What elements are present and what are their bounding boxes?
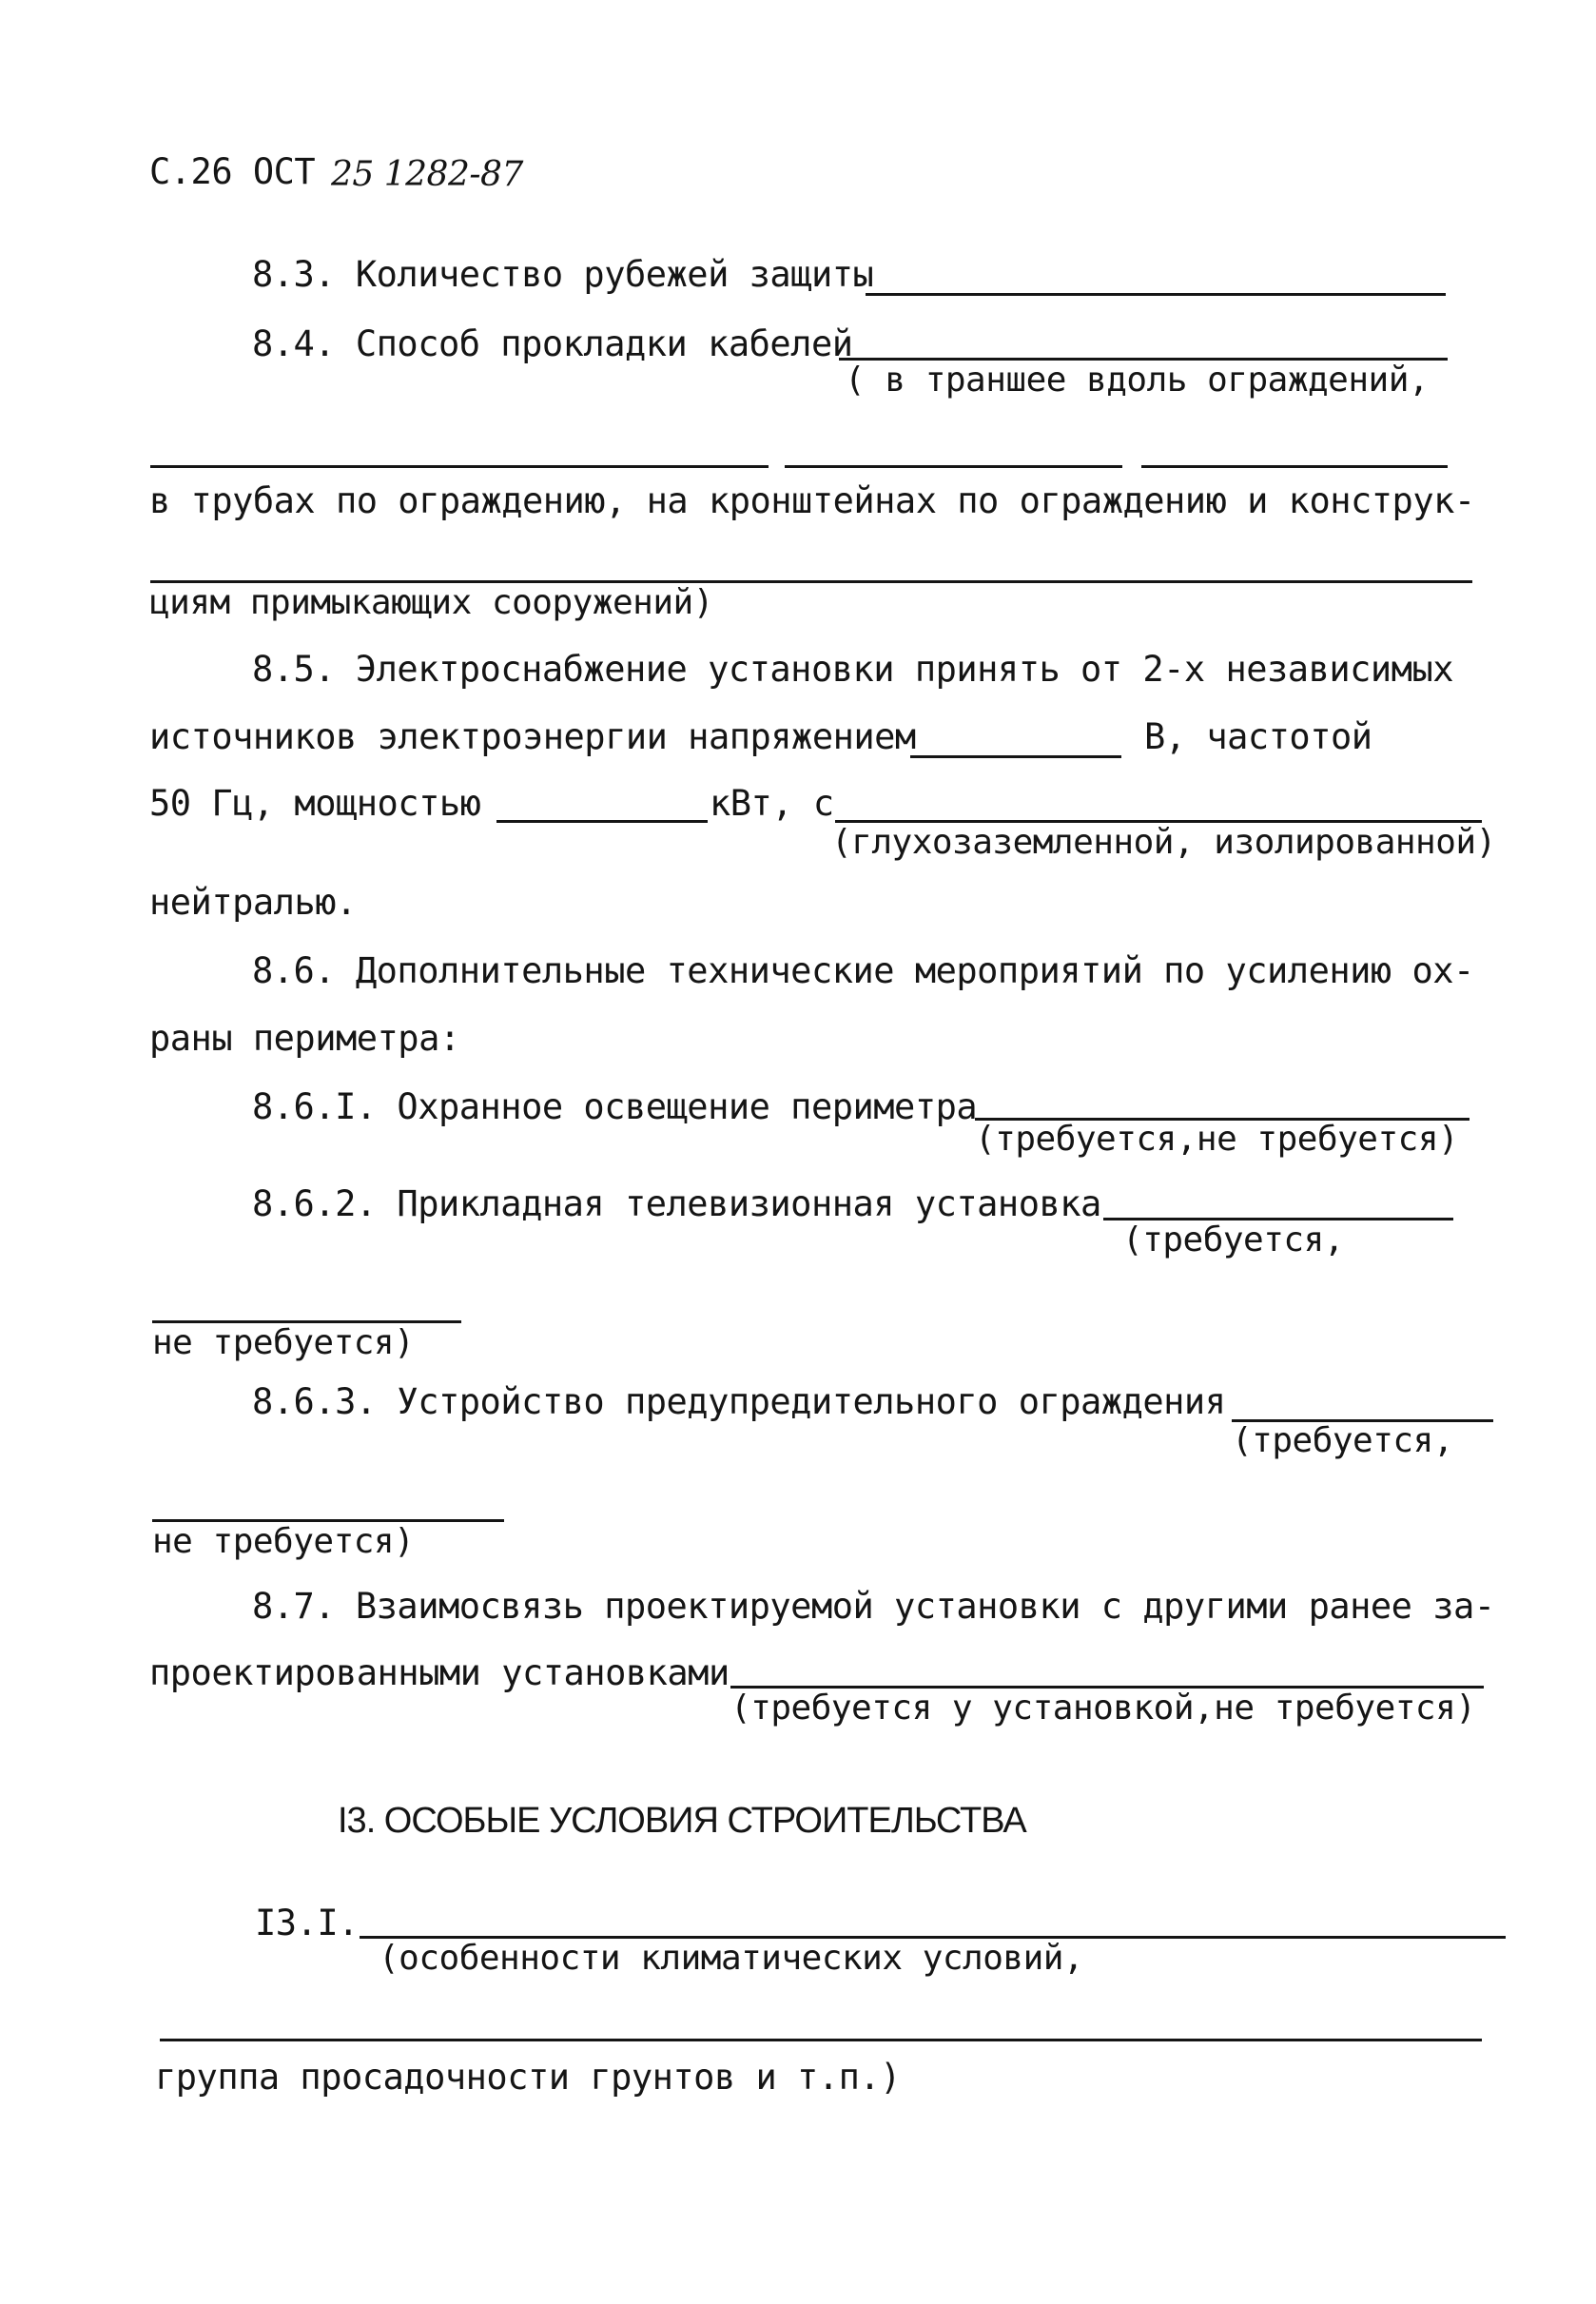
item-8-3-fill-line — [866, 293, 1446, 296]
item-8-4-hint-2: циям примыкающих сооружений) — [149, 583, 713, 622]
item-8-4-line-2b — [785, 465, 1122, 468]
item-8-3-text: 8.3. Количество рубежей защиты — [252, 254, 874, 295]
page-header: С.26 ОСТ — [149, 151, 316, 192]
item-8-5-line-1: 8.5. Электроснабжение установки принять от 2-х независимых — [252, 649, 1454, 690]
item-8-4-line-2: в трубах по ограждению, на кронштейнах по ограждению и конструк- — [149, 480, 1475, 521]
item-8-5-line-3b: кВт, с — [710, 783, 834, 824]
item-13-1-hint-1: (особенности климатических условий, — [379, 1939, 1084, 1978]
item-8-6-2-text: 8.6.2. Прикладная телевизионная установка — [252, 1183, 1101, 1224]
item-8-4-hint-1: ( в траншее вдоль ограждений, — [845, 361, 1430, 400]
item-8-4-line-2c — [1141, 465, 1448, 468]
item-8-5-power-line — [496, 820, 708, 823]
item-8-5-line-4: нейтралью. — [149, 882, 357, 923]
item-8-6-line-1: 8.6. Дополнительные технические мероприятий по усилению ох- — [252, 950, 1474, 991]
item-8-5-line-2a: источников электроэнергии напряжением — [149, 716, 916, 757]
item-8-6-1-hint: (требуется,не требуется) — [975, 1120, 1459, 1159]
standard-number: 25 1282-87 — [331, 155, 523, 194]
item-8-7-line-2: проектированными установками — [149, 1652, 730, 1693]
item-8-5-line-3a: 50 Гц, мощностью — [149, 783, 481, 824]
item-8-6-3-hint-2: не требуется) — [152, 1522, 415, 1561]
item-8-6-2-hint-1: (требуется, — [1122, 1220, 1344, 1259]
item-13-1-number: I3.I. — [255, 1903, 359, 1943]
item-8-5-hint: (глухозаземленной, изолированной) — [831, 823, 1496, 862]
item-8-6-line-2: раны периметра: — [149, 1018, 460, 1059]
item-8-5-voltage-line — [910, 755, 1121, 758]
item-8-5-line-2b: В, частотой — [1144, 716, 1372, 757]
item-13-1-line-2 — [160, 2039, 1482, 2041]
item-8-6-3-text: 8.6.3. Устройство предупредительного ограждения — [252, 1381, 1226, 1422]
item-8-7-hint: (требуется у установкой,не требуется) — [730, 1689, 1476, 1728]
item-8-4-line-2a — [150, 465, 769, 468]
item-8-6-3-hint-1: (требуется, — [1232, 1421, 1453, 1460]
item-8-7-line-1: 8.7. Взаимосвязь проектируемой установки с другими ранее за- — [252, 1586, 1495, 1627]
item-8-4-text: 8.4. Способ прокладки кабелей — [252, 323, 853, 364]
item-8-6-2-hint-2: не требуется) — [152, 1323, 415, 1362]
item-13-1-hint-2: группа просадочности грунтов и т.п.) — [155, 2057, 901, 2098]
section-13-heading: I3. ОСОБЫЕ УСЛОВИЯ СТРОИТЕЛЬСТВА — [338, 1801, 1026, 1841]
item-8-6-1-text: 8.6.I. Охранное освещение периметра — [252, 1086, 978, 1127]
